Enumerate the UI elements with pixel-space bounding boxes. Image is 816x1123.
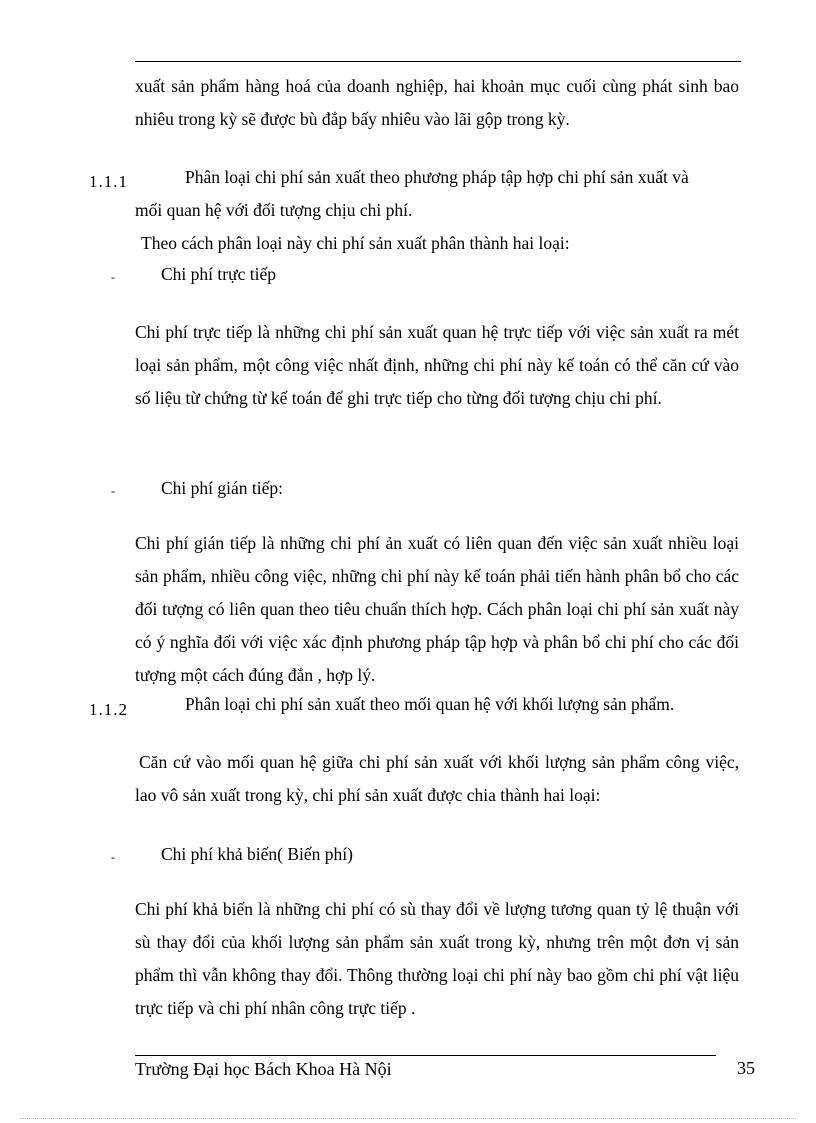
section-number-1-1-1: 1.1.1 (89, 172, 128, 191)
section-heading-1-1-1-line1: Phân loại chi phí sản xuất theo phương pháp tập hợp chi phí sản xuất và (185, 167, 689, 187)
intro-paragraph: xuất sản phẩm hàng hoá của doanh nghiệp, hai khoản mục cuối cùng phát sinh bao nhiêu trong kỳ sẽ được bù đắp bấy nhiêu vào lãi gộp trong kỳ. (135, 76, 739, 129)
section-number-1-1-2: 1.1.2 (89, 700, 128, 719)
footer-school-name: Trường Đại học Bách Khoa Hà Nội (135, 1059, 392, 1079)
bullet-dash: - (111, 484, 115, 498)
item-title-variable-cost: Chi phí khả biến( Biến phí) (161, 844, 353, 864)
footer-rule (135, 1055, 716, 1056)
section-heading-1-1-2: Phân loại chi phí sản xuất theo mối quan hệ với khối lượng sản phẩm. (185, 694, 675, 714)
page-number: 35 (737, 1058, 755, 1078)
item-body-direct-cost: Chi phí trực tiếp là những chi phí sản xuất quan hệ trực tiếp với việc sản xuất ra mét loại sản phẩm, một công việc nhất định, những chi phí này kế toán có thể căn cứ vào số liệu từ chứng từ kế toán để ghi trực tiếp cho từng đối tượng chịu chi phí. (135, 322, 739, 408)
header-rule (135, 61, 741, 62)
section-heading-1-1-1-line2: mối quan hệ với đối tượng chịu chi phí. (135, 200, 413, 220)
item-body-indirect-cost: Chi phí gián tiếp là những chi phí ản xuất có liên quan đến việc sản xuất nhiều loại sản phẩm, nhiều công việc, những chi phí này kế toán phải tiến hành phân bổ cho các đối tượng có liên quan theo tiêu chuẩn thích hợp. Cách phân loại chi phí sản xuất này có ý nghĩa đối với việc xác định phương pháp tập hợp và phân bổ chi phí cho các đối tượng một cách đúng đắn , hợp lý. (135, 533, 739, 685)
item-title-direct-cost: Chi phí trực tiếp (161, 264, 276, 284)
bullet-dash: - (111, 270, 115, 284)
section-lead-1-1-1: Theo cách phân loại này chi phí sản xuất phân thành hai loại: (141, 233, 570, 253)
section-lead-1-1-2: Căn cứ vào mối quan hệ giữa chi phí sản xuất với khối lượng sản phẩm công việc, lao vô sản xuất trong kỳ, chi phí sản xuất được chia thành hai loại: (135, 752, 739, 805)
item-body-variable-cost: Chi phí khả biến là những chi phí có sù thay đổi về lượng tương quan tỷ lệ thuận với sù thay đổi của khối lượng sản phẩm sản xuất trong kỳ, nhưng trên một đơn vị sản phẩm thì vẫn không thay đổi. Thông thường loại chi phí này bao gồm chi phí vật liệu trực tiếp và chi phí nhân công trực tiếp . (135, 899, 739, 1018)
item-title-indirect-cost: Chi phí gián tiếp: (161, 478, 284, 498)
page-bottom-dotted-edge (20, 1118, 796, 1119)
bullet-dash: - (111, 850, 115, 864)
